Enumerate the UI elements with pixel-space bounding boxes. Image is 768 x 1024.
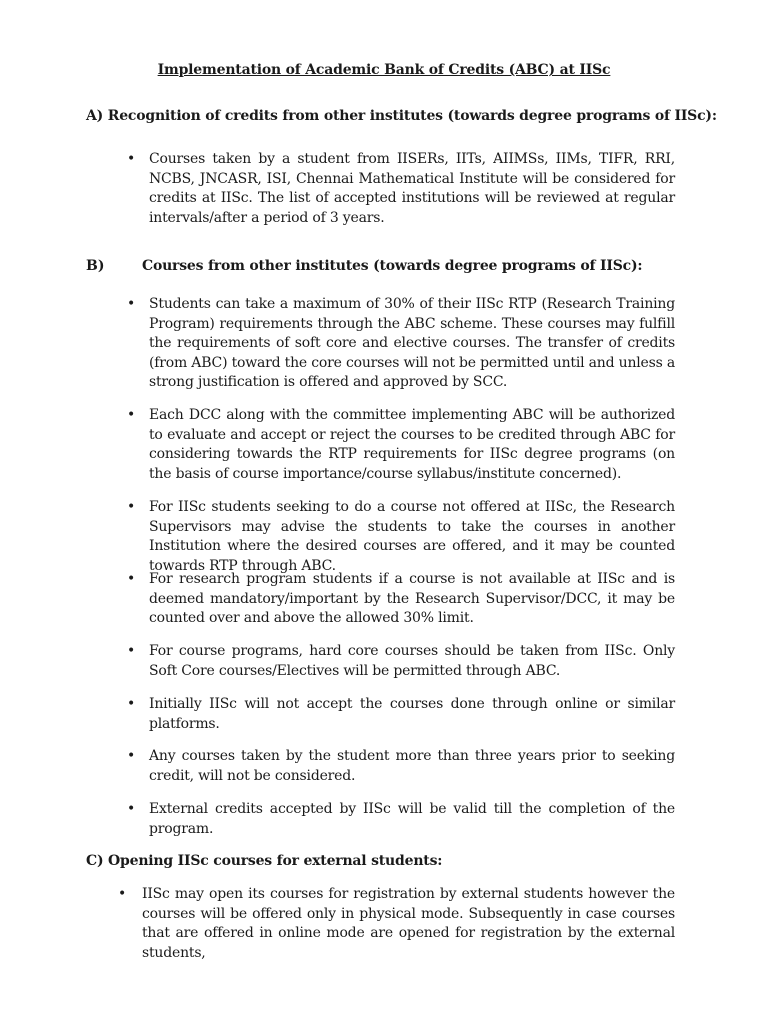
section-b-bullet-4: For research program students if a course is not available at IISc and is deemed mandatory/important by the Research Supervisor/DCC, it may be counted over and above the allowed 30% limit. <box>149 571 675 627</box>
section-b-bullet-8: External credits accepted by IISc will be valid till the completion of the program. <box>149 801 675 837</box>
section-b-bullet-5: For course programs, hard core courses should be taken from IISc. Only Soft Core courses/Electives will be permitted through ABC. <box>149 643 675 679</box>
section-b-bullet-1: Students can take a maximum of 30% of their IISc RTP (Research Training Program) requirements through the ABC scheme. These courses may fulfill the requirements of soft core and elective courses. The transfer of credits (from ABC) toward the core courses will not be permitted until and unless a strong justification is offered and approved by SCC. <box>149 296 675 391</box>
bullet-marker: • <box>127 499 136 515</box>
section-b-bullet-7: Any courses taken by the student more than three years prior to seeking credit, will not be considered. <box>149 748 675 784</box>
section-b-bullet-2: Each DCC along with the committee implementing ABC will be authorized to evaluate and accept or reject the courses to be credited through ABC for considering towards the RTP requirements for IISc degree programs (on the basis of course importance/course syllabus/institute concerned). <box>149 407 675 482</box>
bullet-marker: • <box>127 748 136 764</box>
section-a-bullet-1: Courses taken by a student from IISERs, IITs, AIIMSs, IIMs, TIFR, RRI, NCBS, JNCASR, ISI, Chennai Mathematical Institute will be considered for credits at IISc. The list of accepted institutions will be reviewed at regular intervals/after a period of 3 years. <box>149 151 675 226</box>
section-b-bullet-6: Initially IISc will not accept the courses done through online or similar platforms. <box>149 696 675 732</box>
section-b-bullet-3: For IISc students seeking to do a course not offered at IISc, the Research Supervisors may advise the students to take the courses in another Institution where the desired courses are offered, and it may be counted towards RTP through ABC. <box>149 499 675 574</box>
bullet-marker: • <box>127 151 136 167</box>
document-title: Implementation of Academic Bank of Credits (ABC) at IISc <box>157 62 611 78</box>
bullet-marker: • <box>127 801 136 817</box>
bullet-marker: • <box>118 886 127 902</box>
section-c-heading: C) Opening IISc courses for external students: <box>86 853 443 869</box>
bullet-marker: • <box>127 696 136 712</box>
section-b-heading: Courses from other institutes (towards degree programs of IISc): <box>142 258 643 274</box>
bullet-marker: • <box>127 643 136 659</box>
bullet-marker: • <box>127 296 136 312</box>
bullet-marker: • <box>127 407 136 423</box>
section-c-bullet-1: IISc may open its courses for registration by external students however the courses will be offered only in physical mode. Subsequently in case courses that are offered in online mode are opened for registration by the external students, <box>142 886 675 961</box>
section-b-label: B) <box>86 258 105 274</box>
section-a-heading: A) Recognition of credits from other institutes (towards degree programs of IISc): <box>86 108 717 124</box>
bullet-marker: • <box>127 571 136 587</box>
